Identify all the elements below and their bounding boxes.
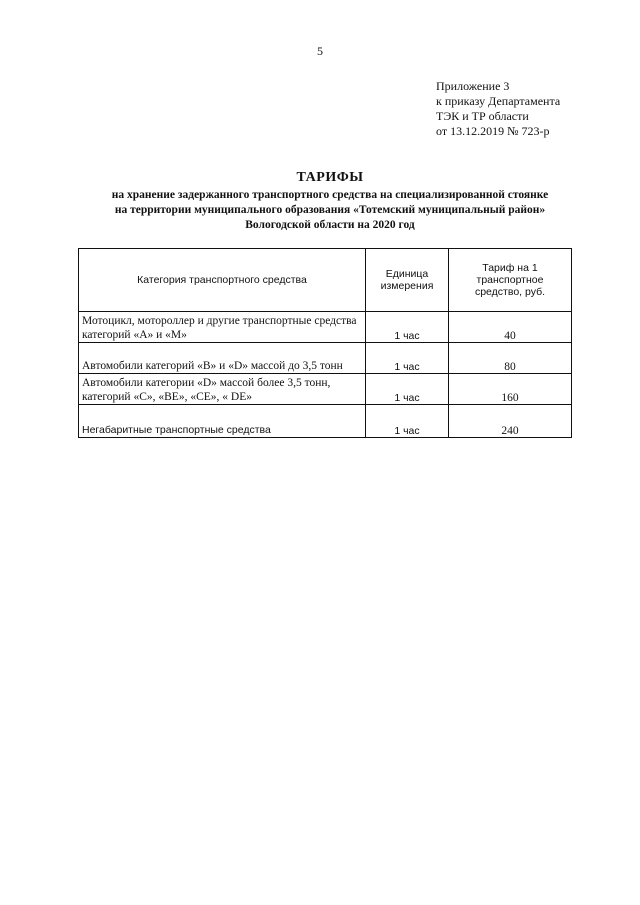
appendix-block: [436, 79, 560, 139]
subtitle-line-1: на хранение задержанного транспортного средства на специализированной стоянке: [111, 189, 549, 201]
price-cell: 40: [449, 312, 572, 343]
tariffs-table: [78, 248, 572, 438]
table-row: [79, 374, 572, 405]
header-category: Категория транспортного средства: [79, 249, 366, 312]
category-cell: Автомобили категории «D» массой более 3,5 тонн, категорий «С», «BE», «СЕ», « DE»: [79, 374, 366, 405]
table-header-row: [79, 249, 572, 312]
appendix-line-4: от 13.12.2019 № 723-р: [436, 124, 550, 138]
category-cell: Автомобили категорий «В» и «D» массой до 3,5 тонн: [79, 343, 366, 374]
table-row: [79, 405, 572, 438]
table-row: [79, 343, 572, 374]
category-cell: Мотоцикл, мотороллер и другие транспортные средства категорий «А» и «М»: [79, 312, 366, 343]
table-row: [79, 312, 572, 343]
subtitle-line-2: на территории муниципального образования «Тотемский муниципальный район»: [114, 204, 546, 216]
appendix-line-1: Приложение 3: [436, 79, 510, 93]
price-cell: 80: [449, 343, 572, 374]
unit-cell: 1 час: [366, 374, 449, 405]
header-unit: Единица измерения: [366, 249, 449, 312]
header-price: Тариф на 1 транспортное средство, руб.: [449, 249, 572, 312]
unit-cell: 1 час: [366, 405, 449, 438]
price-cell: 160: [449, 374, 572, 405]
document-heading: [60, 170, 600, 233]
unit-cell: 1 час: [366, 343, 449, 374]
document-title: ТАРИФЫ: [296, 170, 364, 185]
price-cell: 240: [449, 405, 572, 438]
appendix-line-3: ТЭК и ТР области: [436, 109, 529, 123]
subtitle-line-3: Вологодской области на 2020 год: [245, 219, 415, 231]
page-number: 5: [317, 44, 323, 58]
category-cell: Негабаритные транспортные средства: [79, 405, 366, 438]
unit-cell: 1 час: [366, 312, 449, 343]
appendix-line-2: к приказу Департамента: [436, 94, 561, 108]
